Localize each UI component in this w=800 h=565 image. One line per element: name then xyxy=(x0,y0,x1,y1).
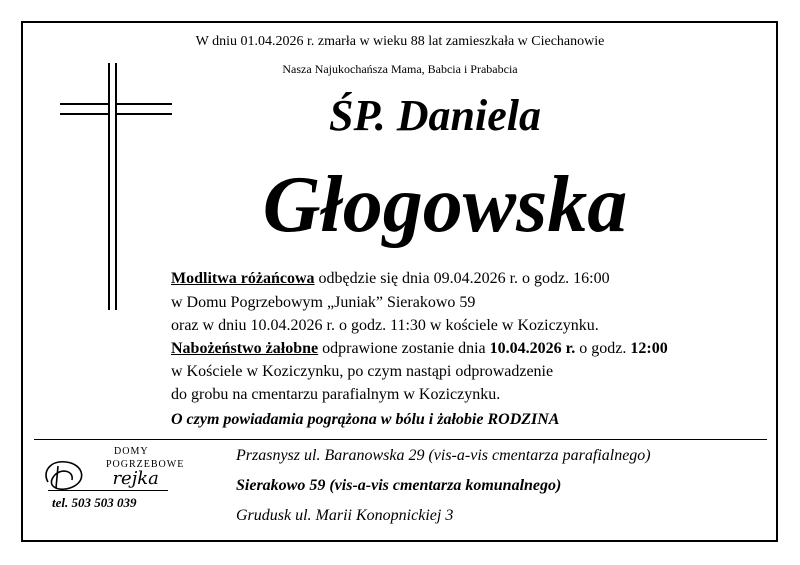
logo-underline xyxy=(48,490,168,491)
intro-line-2: Nasza Najukochańsza Mama, Babcia i Prababcia xyxy=(282,62,518,76)
logo-brand: rejka xyxy=(112,468,159,489)
funeral-label: Nabożeństwo żałobne xyxy=(171,340,319,357)
closing-line: O czym powiadamia pogrążona w bólu i żałobie RODZINA xyxy=(171,411,560,428)
logo-line-2: POGRZEBOWE xyxy=(106,459,185,470)
footer-divider xyxy=(34,439,767,440)
funeral-time: 12:00 xyxy=(630,340,668,357)
phone-number: tel. 503 503 039 xyxy=(52,495,137,510)
address-przasnysz: Przasnysz ul. Baranowska 29 (vis-a-vis cmentarza parafialnego) xyxy=(236,447,651,464)
detail-line-2: w Domu Pogrzebowym „Juniak” Sierakowo 59 xyxy=(171,294,476,311)
deceased-surname: Głogowska xyxy=(262,161,628,249)
funeral-date: 10.04.2026 r. xyxy=(489,340,576,357)
funeral-text: odprawione zostanie dnia xyxy=(318,340,490,357)
address-grudusk: Grudusk ul. Marii Konopnickiej 3 xyxy=(236,507,454,524)
funeral-line xyxy=(171,340,668,358)
intro-line-1: W dniu 01.04.2026 r. zmarła w wieku 88 lat zamieszkała w Ciechanowie xyxy=(195,34,605,49)
rosary-line xyxy=(171,270,610,288)
funeral-time-prefix: o godz. xyxy=(575,340,631,357)
logo-line-1: DOMY xyxy=(114,446,149,457)
detail-line-3: oraz w dniu 10.04.2026 r. o godz. 11:30 w kościele w Koziczynku. xyxy=(171,317,599,334)
detail-line-5: w Kościele w Koziczynku, po czym nastąpi odprowadzenie xyxy=(171,363,554,380)
deceased-title: ŚP. Daniela xyxy=(329,91,541,140)
address-sierakowo: Sierakowo 59 (vis-a-vis cmentarza komunalnego) xyxy=(236,477,562,494)
detail-line-6: do grobu na cmentarzu parafialnym w Koziczynku. xyxy=(171,386,501,403)
rosary-label: Modlitwa różańcowa xyxy=(171,270,315,287)
rosary-text: odbędzie się dnia 09.04.2026 r. o godz. 16:00 xyxy=(314,270,610,287)
logo-script-icon xyxy=(40,452,100,494)
